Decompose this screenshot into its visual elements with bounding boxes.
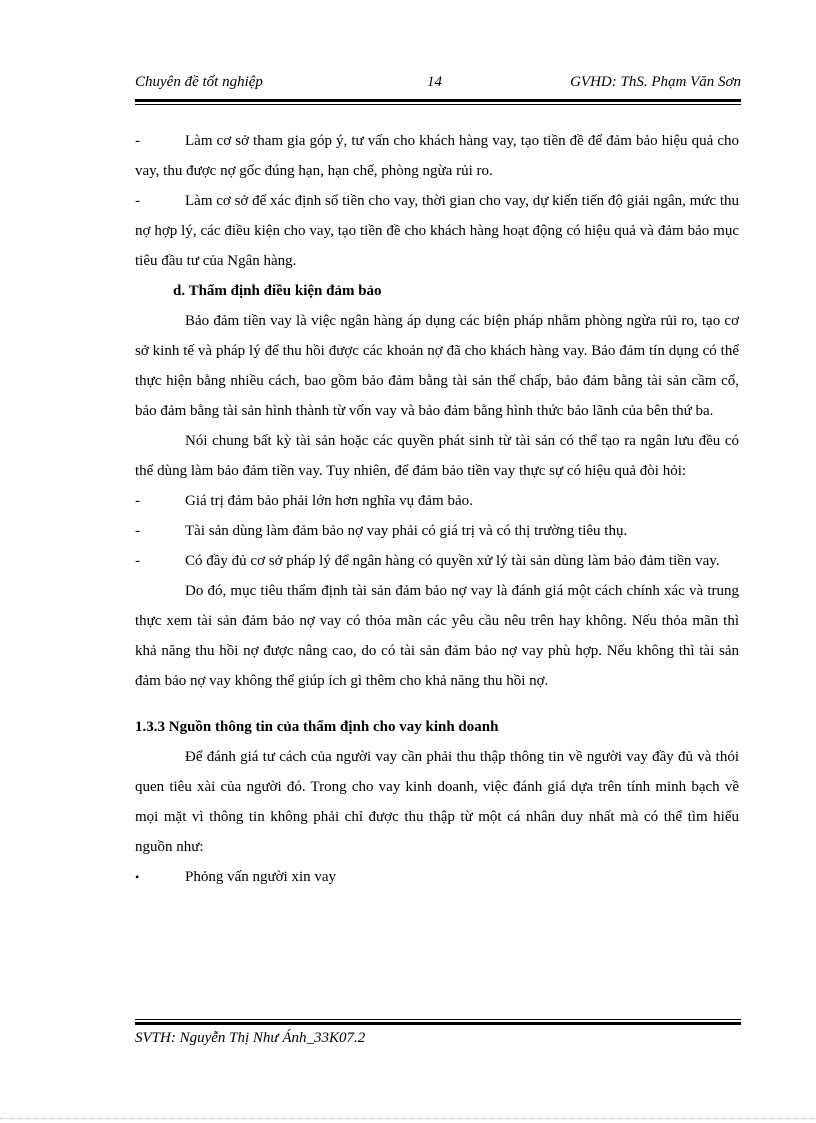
list-item xyxy=(135,546,739,576)
dash-marker: - xyxy=(135,553,140,569)
header-rule xyxy=(135,99,741,105)
list-item-text: Tài sản dùng làm đảm bảo nợ vay phải có giá trị và có thị trường tiêu thụ. xyxy=(185,523,628,539)
list-item-text: Làm cơ sở tham gia góp ý, tư vấn cho khách hàng vay, tạo tiền đề để đảm bảo hiệu quả cho vay, thu được nợ gốc đúng hạn, hạn chế, phòng ngừa rủi ro. xyxy=(135,133,739,179)
header-title: Chuyên đề tốt nghiệp xyxy=(135,74,263,90)
paragraph: Bảo đảm tiền vay là việc ngân hàng áp dụng các biện pháp nhằm phòng ngừa rủi ro, tạo cơ sở kinh tế và pháp lý để thu hồi được các khoản nợ đã cho khách hàng vay. Bảo đảm tín dụng có thể thực hiện bằng nhiều cách, bao gồm bảo đảm bằng tài sản thế chấp, bảo đảm bằng tài sản cầm cố, bảo đảm bằng tài sản hình thành từ vốn vay và bảo đảm bằng hình thức bảo lãnh của bên thứ ba. xyxy=(135,313,739,419)
list-item xyxy=(135,126,739,186)
header-supervisor: GVHD: ThS. Phạm Văn Sơn xyxy=(570,74,741,90)
bullet-icon: • xyxy=(135,870,140,884)
subheading-d: d. Thẩm định điều kiện đảm bảo xyxy=(173,283,382,299)
page-number: 14 xyxy=(427,74,442,90)
section-heading: 1.3.3 Nguồn thông tin của thẩm định cho vay kinh doanh xyxy=(135,719,499,735)
dash-marker: - xyxy=(135,193,140,209)
bullet-item-text: Phỏng vấn người xin vay xyxy=(185,869,337,885)
bullet-item xyxy=(135,862,739,892)
dash-marker: - xyxy=(135,523,140,539)
list-item xyxy=(135,186,739,276)
list-item xyxy=(135,516,739,546)
list-item-text: Có đầy đủ cơ sở pháp lý để ngân hàng có quyền xử lý tài sản dùng làm bảo đảm tiền vay. xyxy=(185,553,720,569)
paragraph: Do đó, mục tiêu thẩm định tài sản đảm bảo nợ vay là đánh giá một cách chính xác và trung thực xem tài sản đảm bảo nợ vay có thỏa mãn các yêu cầu nêu trên hay không. Nếu thỏa mãn thì khả năng thu hồi nợ được nâng cao, do có tài sản đảm bảo nợ vay phù hợp. Nếu không thì tài sản đảm bảo nợ vay không thể giúp ích gì thêm cho khả năng thu hồi nợ. xyxy=(135,583,739,689)
list-item xyxy=(135,486,739,516)
page-footer: SVTH: Nguyễn Thị Như Ánh_33K07.2 xyxy=(135,1030,366,1046)
page-body xyxy=(135,126,739,892)
paragraph: Nói chung bất kỳ tài sản hoặc các quyền phát sinh từ tài sản có thể tạo ra ngân lưu đều có thể dùng làm bảo đảm tiền vay. Tuy nhiên, để đảm bảo tiền vay thực sự có hiệu quả đòi hỏi: xyxy=(135,433,739,479)
dash-marker: - xyxy=(135,493,140,509)
footer-rule xyxy=(135,1019,741,1025)
list-item-text: Giá trị đảm bảo phải lớn hơn nghĩa vụ đảm bảo. xyxy=(185,493,473,509)
list-item-text: Làm cơ sở để xác định số tiền cho vay, thời gian cho vay, dự kiến tiến độ giải ngân, mức thu nợ hợp lý, các điều kiện cho vay, tạo tiền đề cho khách hàng hoạt động có hiệu quả và đảm bảo mục tiêu đầu tư của Ngân hàng. xyxy=(135,193,739,269)
page-header xyxy=(135,74,741,96)
paragraph: Để đánh giá tư cách của người vay cần phải thu thập thông tin về người vay đầy đủ và thói quen tiêu xài của người đó. Trong cho vay kinh doanh, việc đánh giá dựa trên tính minh bạch về mọi mặt vì thông tin không phải chỉ được thu thập từ một cá nhân duy nhất mà có thể tìm hiểu nguồn như: xyxy=(135,749,739,855)
page-edge-divider xyxy=(0,1118,816,1119)
dash-marker: - xyxy=(135,133,140,149)
